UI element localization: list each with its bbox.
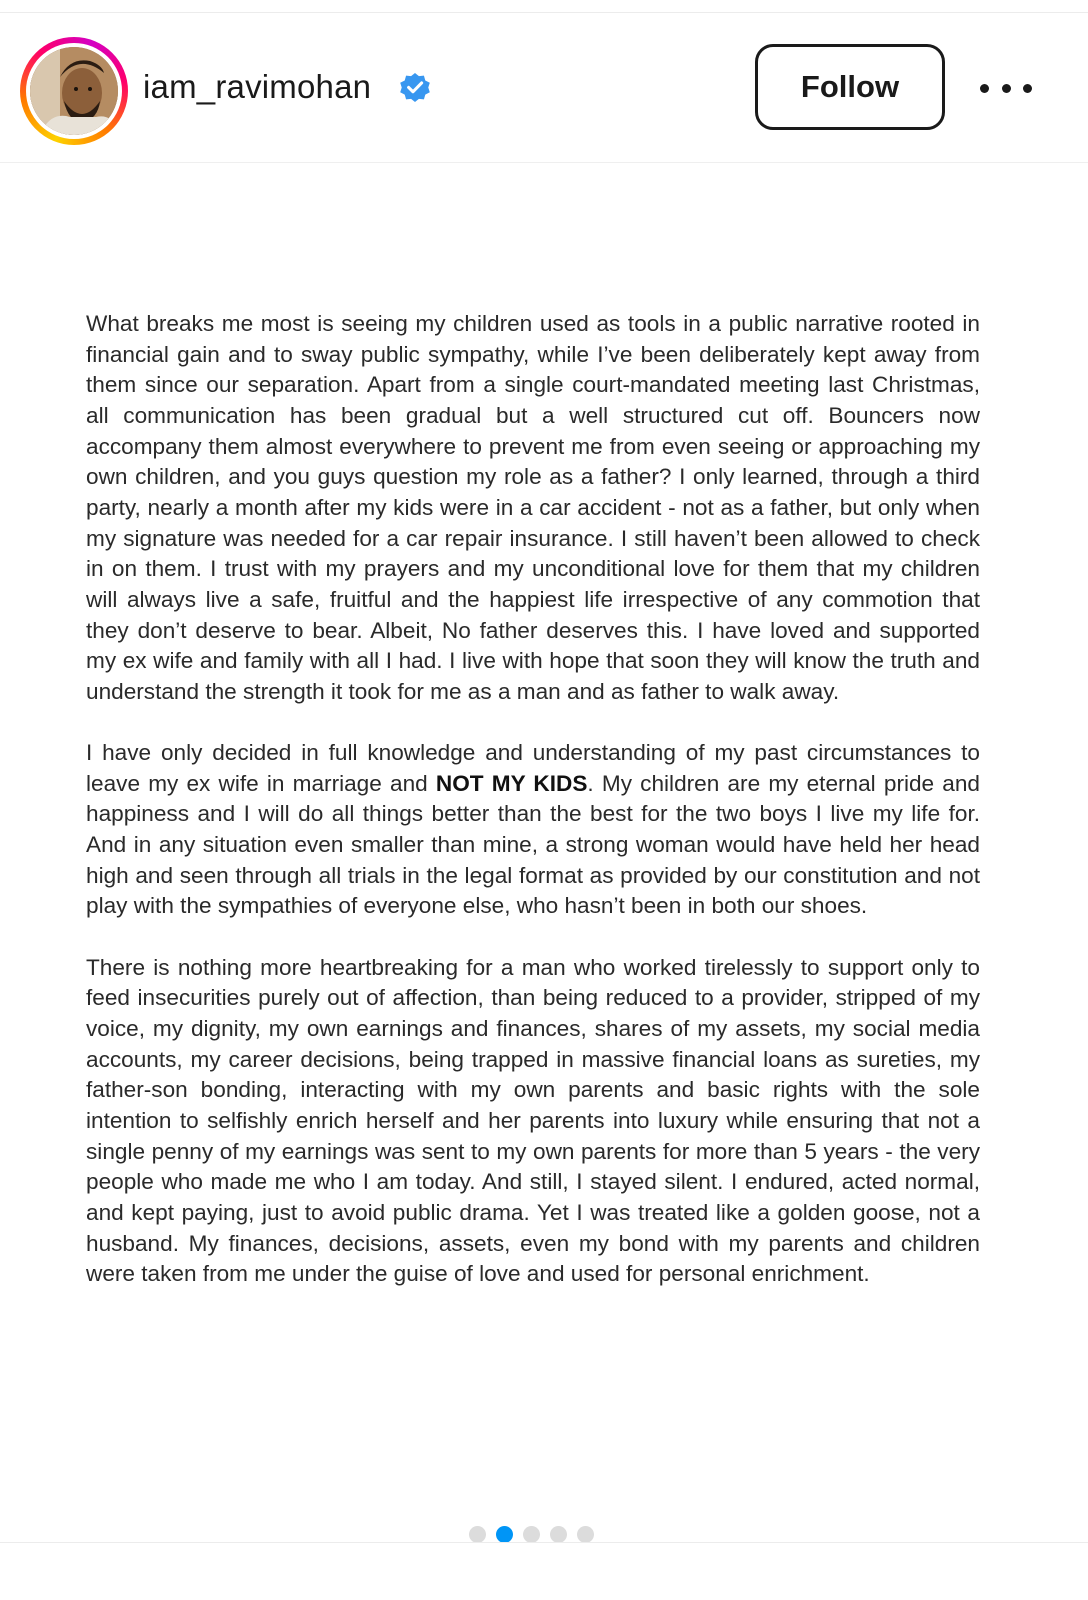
profile-photo-icon bbox=[30, 47, 118, 135]
carousel-dot[interactable] bbox=[523, 1526, 540, 1543]
paragraph: What breaks me most is seeing my children used as tools in a public narrative rooted in financial gain and to sway public sympathy, while I’ve been deliberately kept away from them since our separation. Apart from a single court-mandated meeting last Christmas, all communication has been gradual but a well structured cut off. Bouncers now accompany them almost everywhere to prevent me from even seeing or approaching my own children, and you guys question my role as a father? I only learned, through a third party, nearly a month after my kids were in a car accident - not as a father, but only when my signature was needed for a car repair insurance. I still haven’t been allowed to check in on them. I trust with my prayers and my unconditional love for them that my children will always live a safe, fruitful and the happiest life irrespective of any commotion that they don’t deserve to bear. Albeit, No father deserves this. I have loved and supported my ex wife and family with all I had. I live with hope that soon they will know the truth and understand the strength it took for me as a man and as father to walk away. bbox=[86, 311, 980, 704]
more-options-icon[interactable] bbox=[980, 73, 1032, 103]
paragraph: I have only decided in full knowledge and understanding of my past circumstances to leave my ex wife in marriage and NOT MY KIDS. My children are my eternal pride and happiness and I will do all things better than the best for the two boys I live my life for. And in any situation even smaller than mine, a strong woman would have held her head high and seen through all trials in the legal format as provided by our constitution and not play with the sympathies of everyone else, who hasn’t been in both our shoes. bbox=[86, 740, 981, 919]
bottom-divider bbox=[0, 1542, 1088, 1543]
username-link[interactable]: iam_ravimohan bbox=[143, 68, 372, 105]
carousel-dot[interactable] bbox=[469, 1526, 486, 1543]
carousel-indicator bbox=[469, 1525, 594, 1543]
post-header bbox=[0, 13, 1088, 163]
carousel-dot[interactable] bbox=[550, 1526, 567, 1543]
follow-button[interactable]: Follow bbox=[755, 44, 945, 130]
avatar[interactable] bbox=[20, 37, 128, 145]
post-caption-text bbox=[86, 309, 980, 1290]
avatar-photo bbox=[30, 47, 118, 135]
paragraph: There is nothing more heartbreaking for a man who worked tirelessly to support only to feed insecurities purely out of affection, than being reduced to a provider, stripped of my voice, my dignity, my own earnings and finances, shares of my assets, my social media accounts, my career decisions, being trapped in massive financial loans as sureties, my father-son bonding, interacting with my own parents and basic rights with the sole intention to selfishly enrich herself and her parents into luxury while ensuring that not a single penny of my earnings was sent to my own parents for more than 5 years - the very people who made me who I am today. And still, I stayed silent. I endured, acted normal, and kept paying, just to avoid public drama. Yet I was treated like a golden goose, not a husband. My finances, decisions, assets, even my bond with my parents and children were taken from me under the guise of love and used for personal enrichment. bbox=[86, 954, 980, 1287]
emphasis-text: NOT MY KIDS bbox=[435, 770, 588, 796]
verified-badge-icon bbox=[398, 70, 432, 104]
carousel-dot-active[interactable] bbox=[496, 1526, 513, 1543]
carousel-dot[interactable] bbox=[577, 1526, 594, 1543]
